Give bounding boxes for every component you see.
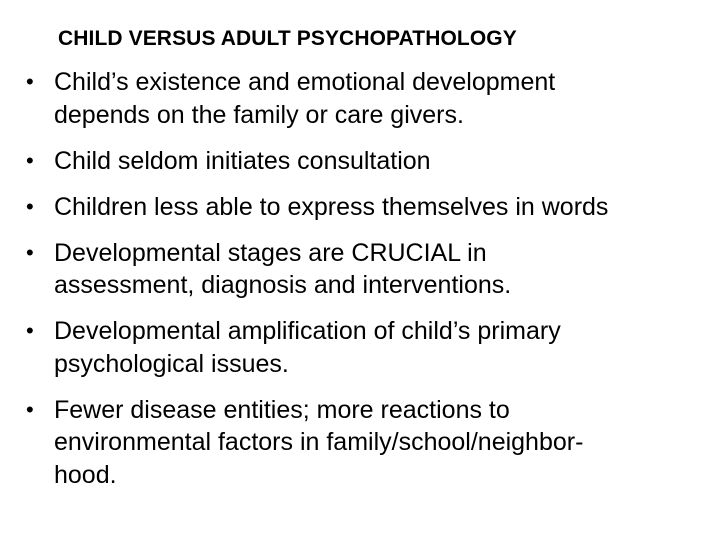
bullet-list xyxy=(22,66,712,505)
bullet-point-icon: • xyxy=(26,69,34,94)
bullet-item xyxy=(22,145,712,178)
bullet-text-line: Children less able to express themselves in words xyxy=(54,192,609,221)
bullet-text-line: Child seldom initiates consultation xyxy=(54,146,431,175)
bullet-point-icon: • xyxy=(26,396,34,422)
bullet-item xyxy=(22,191,712,224)
bullet-point-icon: • xyxy=(26,147,34,173)
slide-title: CHILD VERSUS ADULT PSYCHOPATHOLOGY xyxy=(58,27,517,50)
bullet-text-line: Developmental stages are CRUCIAL in xyxy=(54,238,487,267)
bullet-point-icon: • xyxy=(26,318,34,343)
bullet-text-line: Child’s existence and emotional development xyxy=(54,68,556,96)
bullet-text-line: Developmental amplification of child’s primary xyxy=(54,317,561,345)
bullet-text-line: hood. xyxy=(54,460,117,489)
bullet-item xyxy=(22,66,712,131)
bullet-point-icon: • xyxy=(26,239,34,265)
bullet-text-line: assessment, diagnosis and interventions. xyxy=(54,271,512,299)
bullet-text-line: Fewer disease entities; more reactions to xyxy=(54,395,510,424)
bullet-text-line: psychological issues. xyxy=(54,349,289,378)
bullet-text-line: environmental factors in family/school/neighbor- xyxy=(54,428,584,456)
bullet-item xyxy=(22,237,712,302)
bullet-point-icon: • xyxy=(26,193,34,219)
bullet-item xyxy=(22,394,712,492)
bullet-item xyxy=(22,315,712,380)
bullet-text-line: depends on the family or care givers. xyxy=(54,100,464,129)
